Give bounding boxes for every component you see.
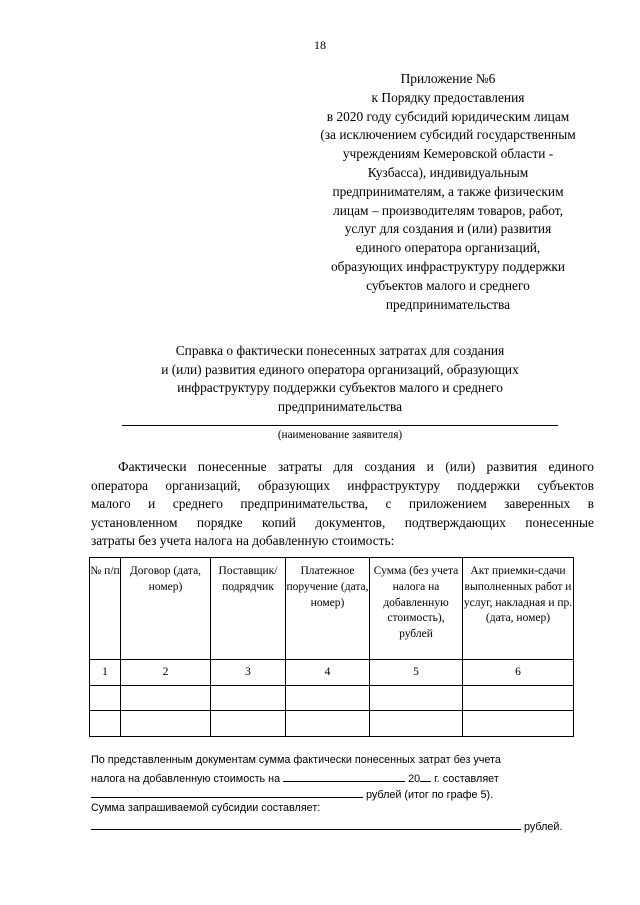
intro-line: оператора организаций, образующих инфраструктуру поддержки субъектов bbox=[91, 477, 594, 493]
appendix-line: (за исключением субсидий государственным bbox=[320, 127, 576, 143]
appendix-line: в 2020 году субсидий юридическим лицам bbox=[326, 108, 570, 124]
year-field[interactable] bbox=[420, 770, 431, 782]
table-cell[interactable] bbox=[286, 711, 370, 737]
appendix-line: к Порядку предоставления bbox=[371, 89, 525, 105]
table-cell[interactable] bbox=[121, 686, 211, 711]
appendix-line: услуг для создания и (или) развития bbox=[344, 221, 552, 237]
footer-date-suffix: г. составляет bbox=[434, 773, 499, 785]
costs-table bbox=[89, 557, 574, 737]
table-column-numbers-row bbox=[90, 660, 574, 686]
column-number: 2 bbox=[121, 660, 211, 686]
table-cell[interactable] bbox=[286, 686, 370, 711]
appendix-line: лицам – производителям товаров, работ, bbox=[333, 202, 563, 218]
table-cell[interactable] bbox=[90, 711, 121, 737]
applicant-caption: (наименование заявителя) bbox=[277, 429, 403, 441]
footer-date-prefix: налога на добавленную стоимость на bbox=[91, 773, 281, 785]
table-cell[interactable] bbox=[463, 711, 574, 737]
title-line: инфраструктуру поддержки субъектов малого и среднего bbox=[177, 380, 503, 395]
table-row bbox=[90, 686, 574, 711]
table-cell[interactable] bbox=[370, 711, 463, 737]
appendix-line: Приложение №6 bbox=[400, 71, 496, 86]
appendix-line: Кузбасса), индивидуальным bbox=[367, 164, 529, 180]
header-number: № п/п bbox=[90, 558, 121, 660]
footer-line-3 bbox=[91, 786, 493, 801]
intro-line: затраты без учета налога на добавленную стоимость: bbox=[91, 533, 395, 549]
table-cell[interactable] bbox=[211, 686, 286, 711]
header-contract: Договор (дата, номер) bbox=[121, 558, 211, 660]
footer-line-4: Сумма запрашиваемой субсидии составляет: bbox=[91, 802, 321, 814]
footer-subsidy-suffix: рублей. bbox=[524, 821, 563, 833]
header-payment-order: Платежное поручение (дата, номер) bbox=[286, 558, 370, 660]
table-cell[interactable] bbox=[121, 711, 211, 737]
footer-line-5 bbox=[91, 818, 562, 833]
appendix-line: единого оператора организаций, bbox=[355, 240, 541, 256]
header-amount: Сумма (без учета налога на добавленную стоимость), рублей bbox=[370, 558, 463, 660]
column-number: 5 bbox=[370, 660, 463, 686]
table-cell[interactable] bbox=[370, 686, 463, 711]
intro-line: Фактически понесенные затраты для создания и (или) развития единого bbox=[118, 459, 594, 474]
title-line: предпринимательства bbox=[277, 398, 403, 414]
title-line: и (или) развития единого оператора организаций, образующих bbox=[161, 361, 519, 377]
intro-paragraph bbox=[91, 458, 594, 551]
intro-line: малого и среднего предпринимательства, с приложением заверенных в bbox=[91, 496, 594, 512]
appendix-line: учреждениям Кемеровской области - bbox=[342, 146, 554, 162]
column-number: 6 bbox=[463, 660, 574, 686]
appendix-line: предпринимательства bbox=[385, 296, 511, 312]
footer-total-suffix: рублей (итог по графе 5). bbox=[366, 789, 494, 801]
table-cell[interactable] bbox=[211, 711, 286, 737]
table-cell[interactable] bbox=[90, 686, 121, 711]
column-number: 4 bbox=[286, 660, 370, 686]
column-number: 3 bbox=[211, 660, 286, 686]
appendix-line: образующих инфраструктуру поддержки bbox=[330, 258, 566, 274]
page-number: 18 bbox=[314, 38, 326, 52]
year-label: 20 bbox=[408, 773, 421, 785]
date-field[interactable] bbox=[283, 770, 405, 782]
appendix-heading bbox=[300, 70, 596, 314]
header-acceptance-act: Акт приемки-сдачи выполненных работ и услуг, накладная и пр. (дата, номер) bbox=[463, 558, 574, 660]
subsidy-amount-field[interactable] bbox=[91, 818, 521, 830]
total-amount-field[interactable] bbox=[91, 786, 363, 798]
footer-line-2 bbox=[91, 770, 499, 785]
table-row bbox=[90, 711, 574, 737]
footer-line-1: По представленным документам сумма фактически понесенных затрат без учета bbox=[91, 754, 501, 766]
appendix-line: субъектов малого и среднего bbox=[366, 277, 530, 293]
intro-line: установленном порядке копий документов, подтверждающих понесенные bbox=[91, 514, 594, 530]
applicant-name-line[interactable] bbox=[122, 425, 558, 426]
header-supplier: Поставщик/ подрядчик bbox=[211, 558, 286, 660]
table-cell[interactable] bbox=[463, 686, 574, 711]
document-title bbox=[90, 342, 590, 416]
title-line: Справка о фактически понесенных затратах для создания bbox=[175, 343, 505, 358]
appendix-line: предпринимателям, а также физическим bbox=[332, 183, 564, 199]
table-header-row bbox=[90, 558, 574, 660]
column-number: 1 bbox=[90, 660, 121, 686]
